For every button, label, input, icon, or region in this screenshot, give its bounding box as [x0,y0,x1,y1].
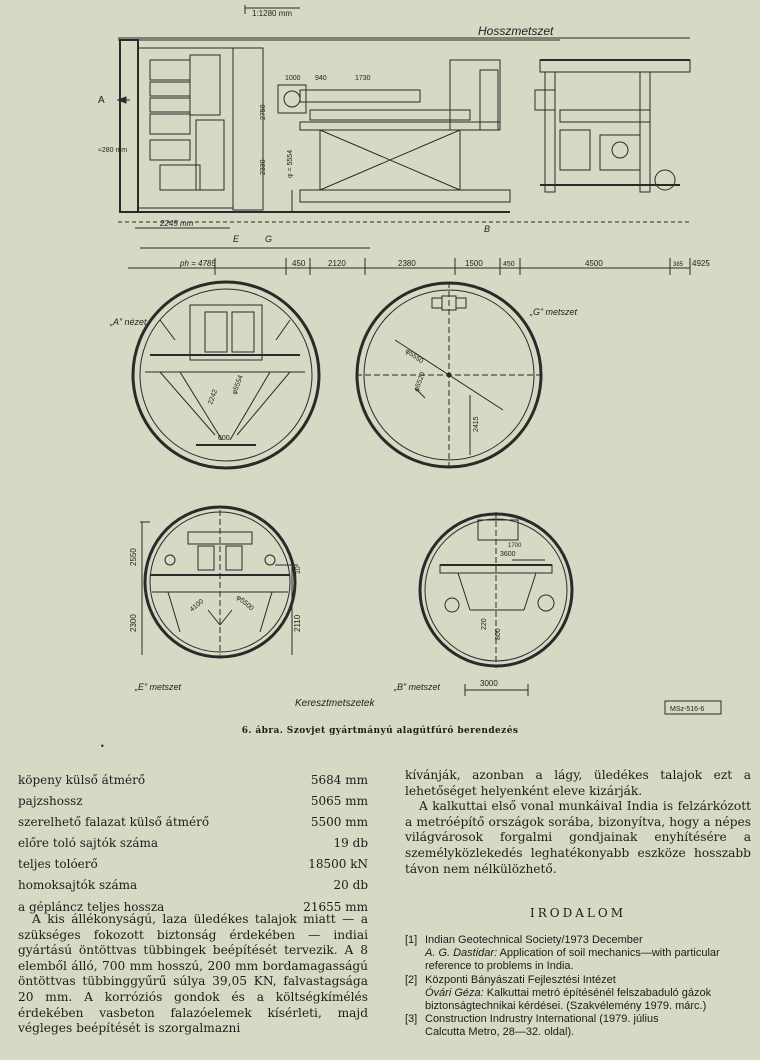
spec-value: 5684 mm [310,773,368,787]
view-e-label: „E” metszet [135,682,182,692]
spec-row [18,854,368,875]
dim-e-2300: 2300 [129,614,138,632]
dim-e-2110: 2110 [293,614,302,632]
dim-2245: 2245 mm [160,219,194,228]
dim-2120: 2120 [328,259,346,268]
spec-value: 21655 mm [303,899,368,914]
dim-b-800: 800 [495,628,502,640]
dim-b-3000: 3000 [480,679,498,688]
letter-b: B [484,224,491,234]
dim-r280: ≈280 mm [98,147,128,154]
drawing-stamp: MSz-516-6 [670,706,705,713]
spec-label: köpeny külső átmérő [18,773,146,787]
spec-label: homoksajtók száma [18,878,138,893]
reference-number: [1] [405,934,418,946]
spec-value: 19 db [333,836,368,851]
reference-source: Központi Bányászati Fejlesztési Intézet [425,973,616,986]
right-column-text [405,768,751,877]
reference-number: [3] [405,1013,418,1026]
letter-g: G [265,234,273,244]
view-b-section [420,512,572,696]
hosszmetszet-label: Hosszmetszet [478,24,554,38]
view-g-label: „G” metszet [530,307,578,317]
longitudinal-section [118,5,690,275]
reference-item [405,974,751,1014]
reference-item [405,934,751,974]
reference-title: Application of soil mechanics—with particular reference to problems in India. [425,947,720,973]
dim-b-1700: 1700 [508,543,522,549]
figure-caption: 6. ábra. Szovjet gyártmányú alagútfúró berendezés [241,726,519,736]
spec-value: 5065 mm [310,794,368,809]
view-b-label: „B” metszet [394,682,441,692]
spec-value: 20 db [333,878,368,893]
reference-author: A. G. Dastidar: [425,947,498,960]
dim-4925: 4925 [692,259,710,268]
reference-author: Óvári Géza: [425,986,484,999]
spec-value: 5500 mm [310,815,368,830]
spec-row [18,791,368,812]
view-a-label: „A” nézet [110,317,147,327]
dim-e-5500: φ5500 [234,594,255,613]
dim-940: 940 [315,75,327,82]
dim-e-4100: 4100 [188,598,206,614]
dim-e-2550: 2550 [129,548,138,566]
letter-e: E [233,234,240,244]
dim-g-5550: φ5550 [403,347,425,366]
reference-source: Construction Indrustry International (1979. július [425,1013,659,1026]
spec-label: előre toló sajtók száma [18,836,159,851]
dim-2330: 2330 [260,159,267,175]
dim-a-2242: 2242 [207,388,220,406]
reference-list [405,934,751,1040]
dim-a-600: 600 [218,435,230,442]
dim-2380: 2380 [398,259,416,268]
view-e-section [140,507,298,657]
reference-title: Calcutta Metro, 28—32. oldal). [425,1026,575,1039]
spec-label: pajzshossz [18,794,83,809]
spec-row [18,812,368,833]
dim-1000: 1000 [285,75,301,82]
view-g-section [356,282,542,468]
dim-1500: 1500 [465,259,483,268]
dim-4500: 4500 [585,259,603,268]
dim-385: 385 [673,262,684,268]
dim-phi5554: φ = 5554 [287,149,294,178]
reference-item [405,1013,751,1039]
spec-row [18,833,368,854]
dim-2750: 2750 [260,104,267,120]
right-paragraph-2: A kalkuttai első vonal munkáival India is felzárkózott a metróépítő országok sorába, bizonyítva, hogy a népes világvárosok forgalmi gondjainak enyhítésére a személyközlekedés leghatékonyabb eszköze hosszabb távon nem nélkülözhető. [405,799,751,876]
dim-450b: 450 [503,261,515,268]
dim-g-5520: φ5520 [413,371,427,393]
spec-label: szerelhető falazat külső átmérő [18,815,210,830]
spec-label: teljes tolóerő [18,857,98,872]
irodalom-heading: IRODALOM [530,906,626,920]
dim-a-5554: φ5554 [231,374,245,396]
dim-1730: 1730 [355,75,371,82]
spec-label: a gépláncz teljes hossza [18,899,165,914]
dim-b-220: 220 [481,618,488,630]
dim-g-2415: 2415 [473,416,480,432]
letter-a: A [98,95,105,106]
dim-e-10: 10 [295,566,302,574]
reference-source: Indian Geotechnical Society/1973 December [425,934,643,946]
spec-value: 18500 kN [308,857,368,872]
spec-list [18,770,368,918]
dim-ph: ph = 4785 [180,259,216,268]
right-paragraph-1: kívánják, azonban a lágy, üledékes talajok ezt a lehetőséget helyenként eleve kizárják. [405,768,751,798]
left-paragraph: A kis állékonyságú, laza üledékes talajok miatt — a szükséges fokozott biztonság érdekében — indiai gyártású öntöttvas tübbingek beépítését tervezik. A 8 elemből álló, 700 mm hosszú, 200 mm bordamagasságú öntöttvas tübbinggyűrű súlya 39,05 KN, falvastagsága 20 mm. A korróziós gondok és a költségkímélés érdekében vasbeton falazóelemek kísérleti, majd végleges beépítését is szorgalmazni [18,912,368,1036]
bullet-mark: • [100,742,105,751]
spec-row [18,875,368,896]
scale-label: 1:1280 mm [252,9,293,18]
dim-450a: 450 [292,259,306,268]
dim-b-3600: 3600 [500,551,516,558]
keresztmetszetek-label: Keresztmetszetek [295,698,375,709]
spec-row [18,770,368,791]
reference-title: Kalkuttai metró építésénél felszabaduló gázok biztonságtechnikai kérdései. (Szakvélemény 1979. márc.) [425,986,712,1013]
reference-number: [2] [405,973,418,986]
